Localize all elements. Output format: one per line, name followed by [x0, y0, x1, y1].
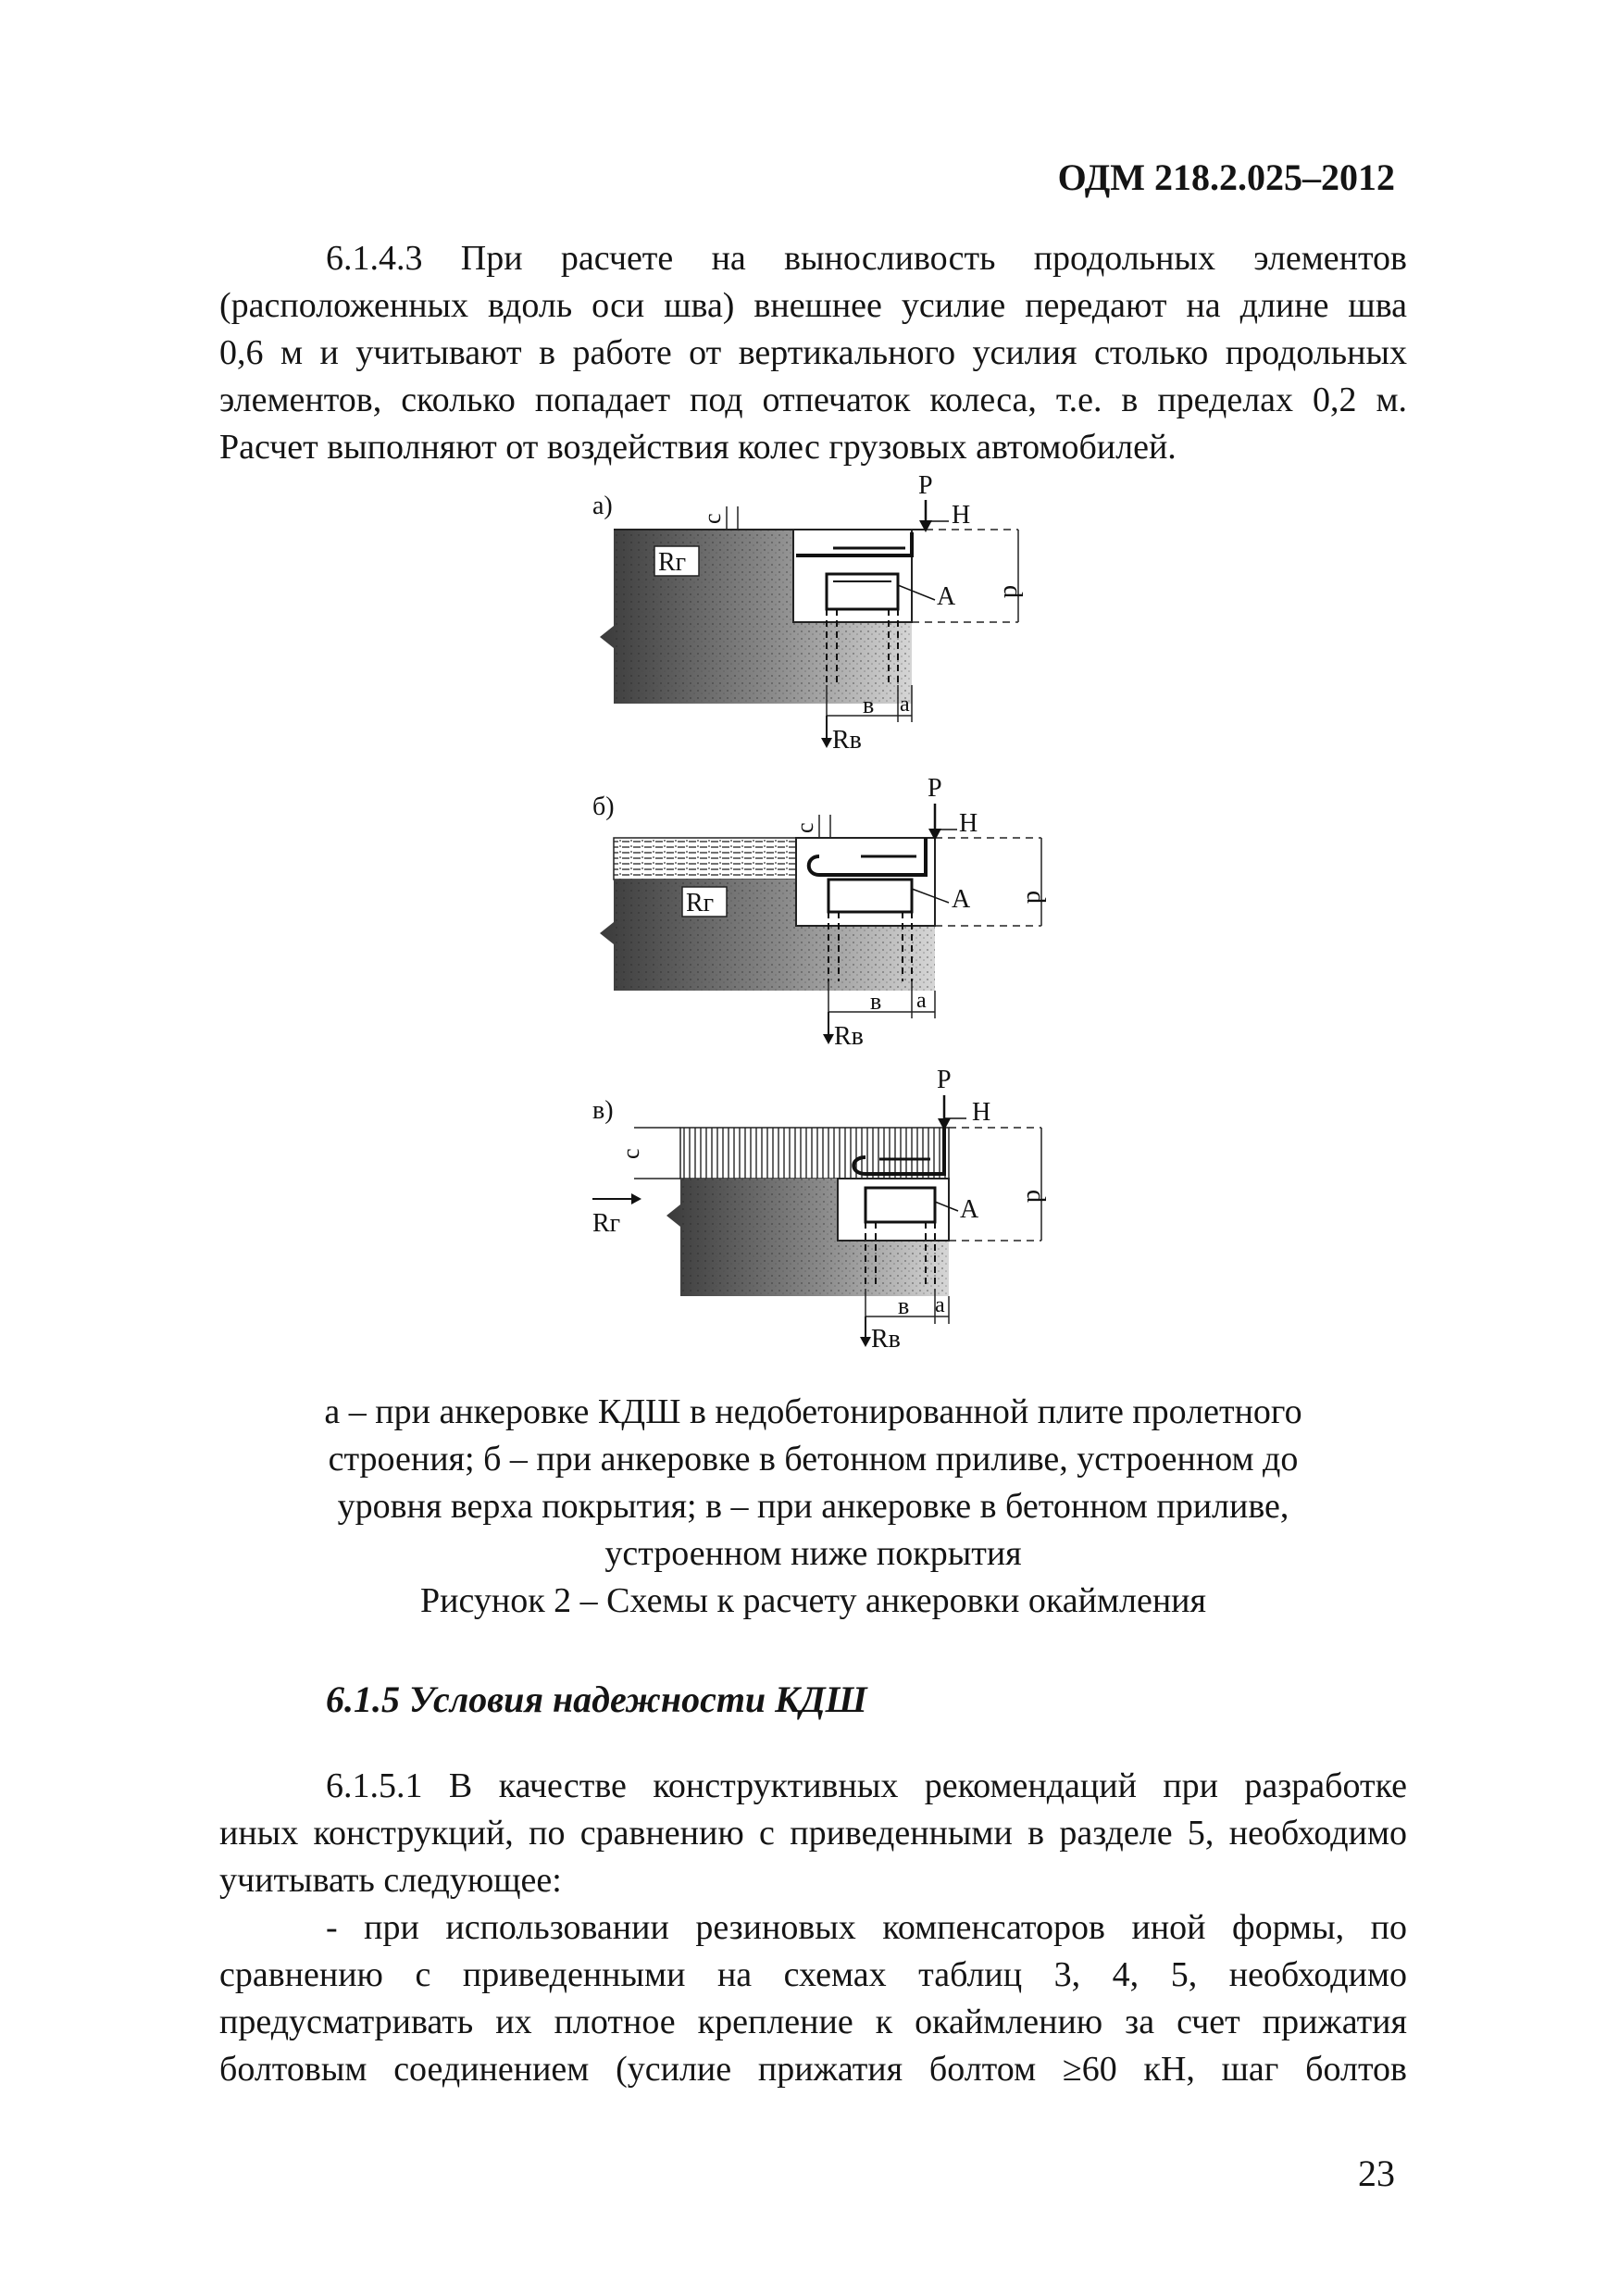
c-label: c [699, 513, 726, 524]
d-label: d [1021, 891, 1050, 904]
text-line: болтовым соединением (усилие прижатия болтом ≥60 кН, шаг болтов [219, 2050, 1407, 2089]
h-label: H [972, 1098, 991, 1127]
a-anchor-label: A [952, 885, 971, 914]
text-line: сравнению с приведенными на схемах таблиц 3, 4, 5, необходимо [219, 1955, 1407, 1994]
b-dim-label: в [870, 988, 882, 1015]
text-line: 0,6 м и учитывают в работе от вертикального усилия столько продольных [219, 333, 1407, 372]
text-line: 6.1.4.3 При расчете на выносливость продольных элементов [326, 239, 1407, 278]
text-line: элементов, сколько попадает под отпечаток колеса, т.е. в пределах 0,2 м. [219, 381, 1407, 419]
caption-line: устроенном ниже покрытия [604, 1534, 1022, 1573]
rv-label: Rв [871, 1325, 901, 1354]
p-label: P [937, 1066, 952, 1094]
page-number: 23 [1358, 2152, 1395, 2194]
text-line: предусматривать их плотное крепление к окаймлению за счет прижатия [219, 2003, 1407, 2041]
rv-label: Rв [834, 1022, 864, 1051]
figure-title: Рисунок 2 – Схемы к расчету анкеровки окаймления [420, 1581, 1206, 1620]
panel-label: б) [592, 792, 615, 821]
text-line: Расчет выполняют от воздействия колес грузовых автомобилей. [219, 428, 1177, 467]
h-label: H [952, 501, 971, 530]
caption-line: строения; б – при анкеровке в бетонном приливе, устроенном до [328, 1440, 1299, 1479]
b-dim-label: в [863, 692, 875, 718]
p-label: P [928, 774, 942, 803]
rg-label: Rг [686, 889, 715, 917]
a-anchor-label: A [960, 1195, 979, 1224]
panel-label: а) [592, 492, 613, 520]
c-label: c [617, 1148, 644, 1159]
c-label: c [791, 822, 818, 833]
rv-label: Rв [832, 726, 862, 755]
text-line: - при использовании резиновых компенсаторов иной формы, по [326, 1908, 1407, 1947]
d-label: d [998, 585, 1027, 598]
bullet-item [219, 1904, 1407, 2093]
caption-line: уровня верха покрытия; в – при анкеровке в бетонном приливе, [337, 1487, 1289, 1526]
p-label: P [918, 471, 933, 500]
a-anchor-label: A [937, 582, 956, 611]
caption-line: а – при анкеровке КДШ в недобетонированной плите пролетного [324, 1392, 1302, 1431]
rg-label: Rг [658, 548, 687, 577]
document-code: ОДМ 218.2.025–2012 [1057, 156, 1395, 198]
panel-b [592, 774, 1050, 1051]
h-label: H [959, 809, 978, 838]
section-heading-6-1-5: 6.1.5 Условия надежности КДШ [326, 1678, 867, 1720]
a-dim-label: a [916, 989, 927, 1013]
a-dim-label: a [900, 693, 910, 717]
figure-caption [219, 1389, 1407, 1625]
panel-a [592, 471, 1027, 755]
text-line: учитывать следующее: [219, 1861, 562, 1900]
text-line: иных конструкций, по сравнению с приведенными в разделе 5, необходимо [219, 1814, 1407, 1853]
pavement-layer [614, 838, 817, 880]
rg-label: Rг [592, 1209, 621, 1238]
paragraph-6-1-5-1 [219, 1763, 1407, 1904]
pavement-layer [680, 1128, 949, 1179]
text-line: (расположенных вдоль оси шва) внешнее усилие передают на длине шва [219, 286, 1407, 325]
b-dim-label: в [898, 1292, 910, 1319]
panel-label: в) [592, 1096, 614, 1125]
d-label: d [1021, 1190, 1050, 1203]
text-line: 6.1.5.1 В качестве конструктивных рекомендаций при разработке [326, 1766, 1407, 1805]
panel-v [592, 1066, 1050, 1354]
a-dim-label: a [935, 1293, 945, 1317]
